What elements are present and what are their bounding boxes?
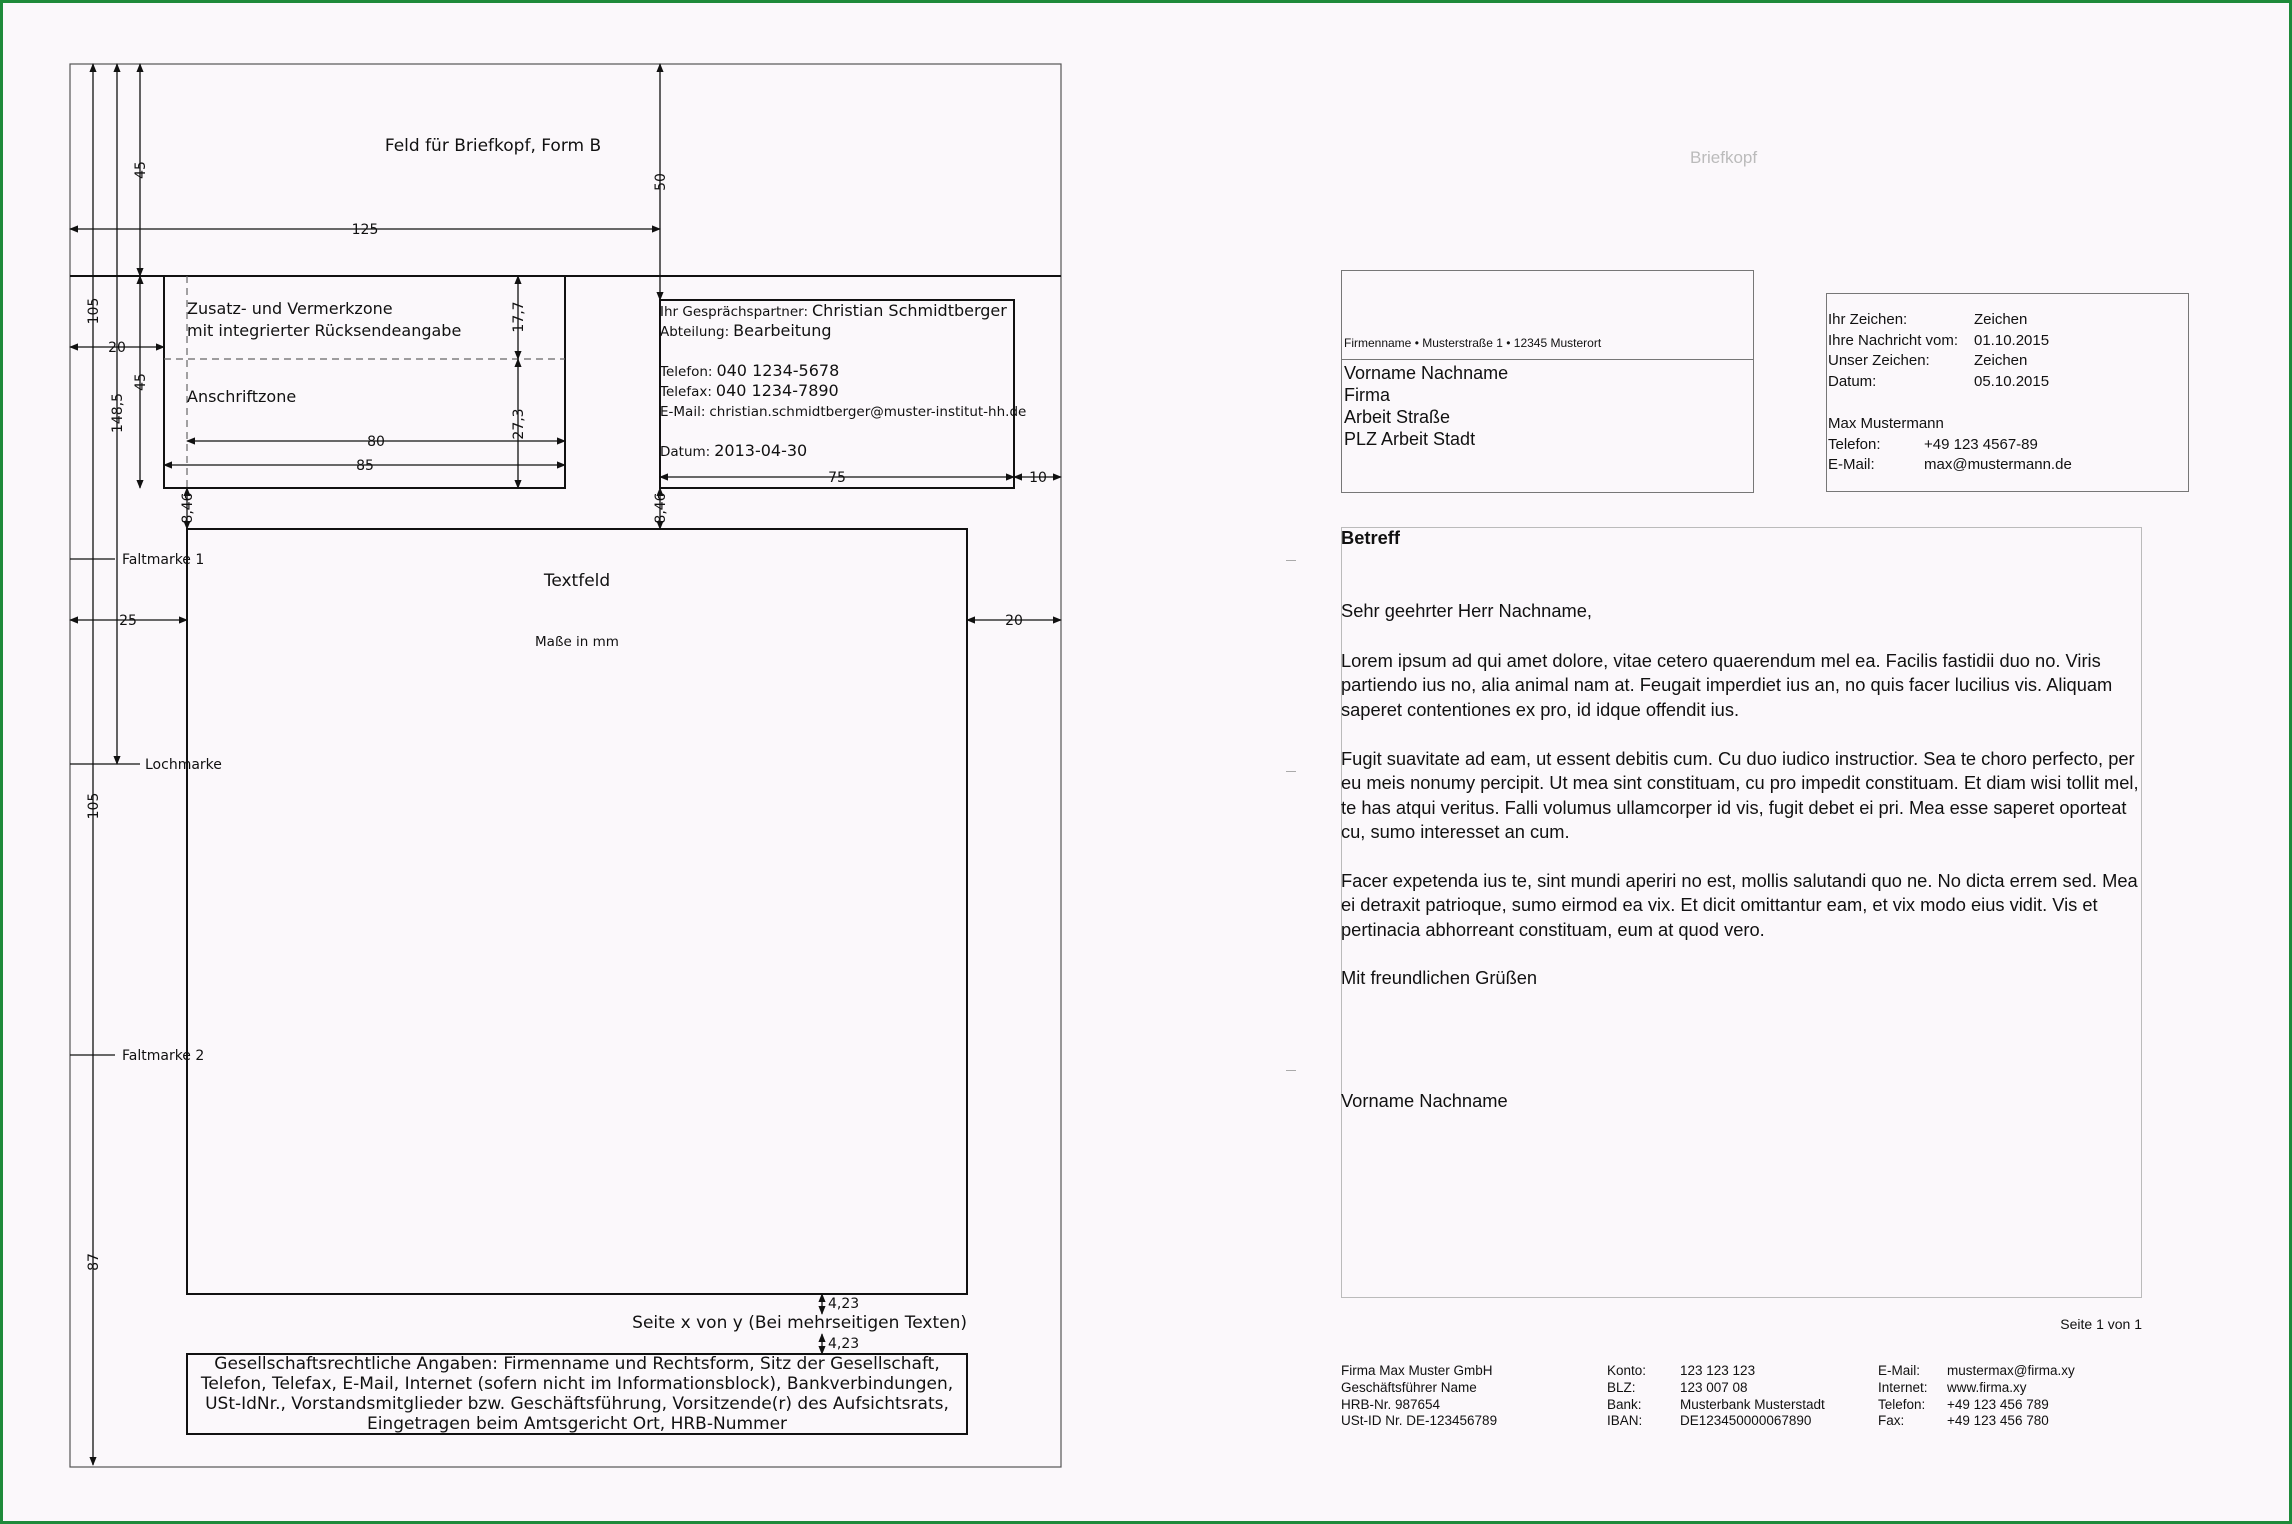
dim-75: 75 (828, 470, 846, 486)
letter-signature: Vorname Nachname (1341, 1090, 1508, 1111)
recipient-street: Arbeit Straße (1344, 407, 1451, 427)
letter-recipient (1344, 362, 1508, 450)
dim-45b: 45 (133, 373, 149, 391)
recipient-name: Vorname Nachname (1344, 363, 1509, 383)
dim-50: 50 (653, 173, 669, 191)
info-abteilung: Abteilung: Bearbeitung (660, 321, 832, 340)
info-telefon: Telefon: 040 1234-5678 (660, 361, 840, 380)
dim-87: 87 (86, 1253, 102, 1271)
dim-177: 17,7 (511, 301, 527, 333)
info-partner: Ihr Gesprächspartner: Christian Schmidtberger (660, 301, 1007, 320)
letter-subject: Betreff (1341, 527, 1400, 548)
info-row: Ihre Nachricht vom: 01.10.2015 (1828, 331, 2050, 349)
dim-20a: 20 (108, 340, 126, 356)
letter-sender-line: Firmenname • Musterstraße 1 • 12345 Musterort (1344, 336, 1602, 350)
din-spec-drawing (0, 0, 1100, 1524)
masse-label: Maße in mm (535, 634, 619, 650)
dim-148: 148,5 (110, 392, 126, 434)
letter-closing: Mit freundlichen Grüßen (1341, 967, 1538, 988)
letter-address-window (1341, 270, 1754, 493)
info-telefax: Telefax: 040 1234-7890 (660, 381, 839, 400)
info-datum: Datum: 2013-04-30 (660, 441, 808, 460)
dim-105a: 105 (86, 297, 102, 325)
contact-row: Telefon: +49 123 4567-89 (1828, 435, 2038, 453)
letter-footer-contact-values: mustermax@firma.xy www.firma.xy +49 123 456 789 +49 123 456 780 (1947, 1363, 2075, 1429)
faltmarke-1-label: Faltmarke 1 (122, 552, 205, 568)
letter-fold-mark-2 (1286, 1070, 1296, 1071)
letter-footer-contact-labels: E-Mail: Internet: Telefon: Fax: (1878, 1363, 1928, 1429)
dim-423a: 4,23 (828, 1296, 860, 1312)
dim-85: 85 (356, 458, 374, 474)
letter-paragraph-1: Lorem ipsum ad qui amet dolore, vitae cetero quaerendum mel ea. Facilis fastidii duo no. Viris partiendo ius no, alia animal nam at. Feugait imperdiet ius an, no quis facer lucilius vis. Aliquam saperet contentiones ex pro, id idque offendit ius. (1341, 650, 2113, 720)
info-row: Unser Zeichen: Zeichen (1828, 352, 2028, 370)
letter-info-block (1826, 293, 2189, 492)
dim-125: 125 (351, 222, 379, 238)
letter-salutation: Sehr geehrter Herr Nachname, (1341, 600, 1592, 621)
dim-846a: 8,46 (180, 492, 196, 524)
footer-line-2: Telefon, Telefax, E-Mail, Internet (sofern nicht im Informationsblock), Bankverbindungen, (200, 1374, 954, 1394)
letter-footer-bank-labels: Konto: BLZ: Bank: IBAN: (1607, 1363, 1647, 1429)
dim-273: 27,3 (511, 408, 527, 440)
letter-footer-bank-values: 123 123 123 123 007 08 Musterbank Musterstadt DE123450000067890 (1680, 1363, 1825, 1429)
info-row: Ihr Zeichen: Zeichen (1828, 311, 2028, 328)
seite-label: Seite x von y (Bei mehrseitigen Texten) (632, 1313, 967, 1333)
textfeld-label: Textfeld (543, 571, 611, 591)
zusatz-zone-label-1: Zusatz- und Vermerkzone (187, 299, 393, 318)
dim-45a: 45 (133, 161, 149, 179)
recipient-city: PLZ Arbeit Stadt (1344, 429, 1476, 449)
footer-line-4: Eingetragen beim Amtsgericht Ort, HRB-Nummer (366, 1414, 788, 1434)
faltmarke-2-label: Faltmarke 2 (122, 1048, 205, 1064)
dim-423b: 4,23 (828, 1336, 860, 1352)
info-email: E-Mail: christian.schmidtberger@muster-institut-hh.de (660, 404, 1027, 420)
info-row: Datum: 05.10.2015 (1828, 373, 2050, 391)
contact-row: E-Mail: max@mustermann.de (1828, 456, 2072, 474)
letter-fold-mark-1 (1286, 560, 1296, 561)
dim-10: 10 (1029, 470, 1047, 486)
anschrift-zone-label: Anschriftzone (187, 387, 297, 406)
dim-80: 80 (367, 434, 385, 450)
letter-page-number: Seite 1 von 1 (2060, 1316, 2142, 1332)
footer-line-1: Gesellschaftsrechtliche Angaben: Firmenname und Rechtsform, Sitz der Gesellschaft, (214, 1354, 940, 1374)
letter-paragraph-2: Fugit suavitate ad eam, ut essent debitis cum. Cu duo iudico instructior. Sea te choro perfecto, per eu meis nonumy percipit. Ut mea sint constituam, cu pro impedit constituam. Et diam wisi tollit mel, te has atqui veritus. Falli volumus ullamcorper id vis, fugit debet ei pri. Mea esse saperet oporteat cu, sumo interesset an cum. (1341, 748, 2139, 842)
briefkopf-field-label: Feld für Briefkopf, Form B (384, 136, 602, 156)
footer-line-3: USt-IdNr., Vorstandsmitglieder bzw. Geschäftsführung, Vorsitzende(r) des Aufsichtsrats, (205, 1394, 949, 1414)
letter-footer-company: Firma Max Muster GmbH Geschäftsführer Name HRB-Nr. 987654 USt-ID Nr. DE-123456789 (1341, 1363, 1498, 1429)
dim-846b: 8,46 (653, 492, 669, 524)
contact-name: Max Mustermann (1828, 414, 1944, 432)
dim-20b: 20 (1005, 613, 1023, 629)
dim-105b: 105 (86, 792, 102, 820)
zusatz-zone-label-2: mit integrierter Rücksendeangabe (187, 321, 462, 340)
lochmarke-label: Lochmarke (145, 757, 222, 773)
recipient-company: Firma (1344, 385, 1390, 405)
dim-25: 25 (119, 613, 137, 629)
letter-briefkopf: Briefkopf (1690, 148, 1758, 167)
letter-punch-mark (1286, 771, 1296, 772)
letter-paragraph-3: Facer expetenda ius te, sint mundi aperiri no est, mollis salutandi quo ne. No dicta errem sed. Mea ei detraxit patrioque, sumo eirmod ea vix. Et dicit omittantur eam, et vix modo eius vidit. Vis et pertinacia abhorreant constituam, eum at quod vero. (1341, 870, 2138, 940)
